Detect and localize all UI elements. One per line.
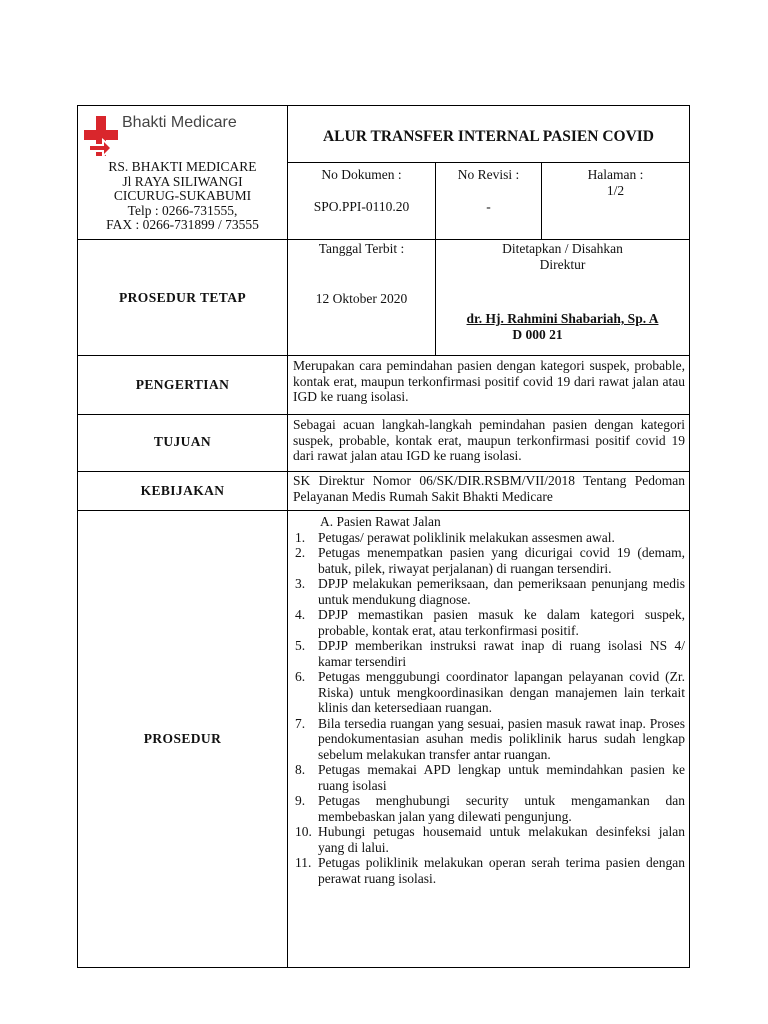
step-number: 9. (295, 793, 306, 808)
document-title: ALUR TRANSFER INTERNAL PASIEN COVID (322, 128, 654, 145)
prosedur-label-cell (78, 511, 288, 967)
tanggal-label: Tanggal Terbit : (318, 241, 405, 256)
kebijakan-row (78, 472, 690, 511)
step-text: Hubungi petugas housemaid untuk melakukan desinfeksi jalan yang di lalui. (318, 824, 685, 855)
step-number: 3. (295, 576, 306, 591)
step-text: DPJP memastikan pasien masuk ke dalam kategori suspek, probable, kontak erat, atau terkonfirmasi positif. (318, 607, 685, 638)
approval-cell (436, 240, 689, 343)
prosedur-tetap-label-cell (78, 240, 288, 355)
tanggal-value: 12 Oktober 2020 (315, 291, 408, 306)
step-text: Bila tersedia ruangan yang sesuai, pasien masuk rawat inap. Proses pendokumentasian asuhan medis poliklinik harus sudah lengkap sebelum melakukan transfer antar ruangan. (318, 715, 685, 762)
ditetapkan-label: Ditetapkan / Disahkan (502, 241, 623, 256)
prosedur-step (290, 545, 685, 576)
pengertian-text-cell (288, 356, 690, 414)
hospital-address-2: CICURUG-SUKABUMI (113, 188, 252, 203)
prosedur-text-cell (288, 511, 690, 967)
prosedur-step (290, 530, 685, 546)
no-dokumen-value: SPO.PPI-0110.20 (313, 199, 410, 214)
prosedur-step (290, 716, 685, 763)
brand-name: Bhakti Medicare (122, 114, 237, 131)
step-number: 5. (295, 638, 306, 653)
prosedur-step (290, 607, 685, 638)
kebijakan-label: KEBIJAKAN (140, 483, 225, 498)
prosedur-tetap-row (78, 240, 690, 356)
kebijakan-text: SK Direktur Nomor 06/SK/DIR.RSBM/VII/2018 Tentang Pedoman Pelayanan Medis Rumah Sakit Bhakti Medicare (293, 473, 685, 504)
step-text: Petugas poliklinik melakukan operan serah terima pasien dengan perawat ruang isolasi. (318, 855, 685, 886)
hospital-name: RS. BHAKTI MEDICARE (108, 159, 257, 174)
tujuan-text-cell (288, 415, 690, 471)
hospital-phone: Telp : 0266-731555, (127, 202, 238, 218)
hospital-info (78, 160, 287, 233)
prosedur-steps (290, 530, 685, 887)
prosedur-step (290, 762, 685, 793)
no-revisi-cell (436, 163, 542, 239)
no-revisi-label: No Revisi : (457, 167, 520, 182)
tujuan-label: TUJUAN (153, 434, 212, 449)
header-right-cell (288, 106, 690, 239)
step-text: Petugas menempatkan pasien yang dicurigai covid 19 (demam, batuk, pilek, riwayat perjalanan) di ruangan tersendiri. (318, 545, 685, 576)
tujuan-text: Sebagai acuan langkah-langkah pemindahan pasien dengan kategori suspek, probable, kontak erat, maupun terkonfirmasi positif covid 19 dari rawat jalan atau IGD ke ruang isolasi. (293, 417, 685, 463)
prosedur-tetap-label: PROSEDUR TETAP (119, 290, 246, 305)
step-number: 8. (295, 762, 306, 777)
no-dokumen-cell (288, 163, 436, 239)
prosedur-step (290, 824, 685, 855)
step-text: Petugas/ perawat poliklinik melakukan assesmen awal. (318, 529, 615, 545)
step-number: 6. (295, 669, 306, 684)
step-number: 2. (295, 545, 306, 560)
step-text: Petugas menghubungi security untuk mengamankan dan membebaskan jalan yang dilewati pengunjung. (318, 793, 685, 824)
prosedur-step (290, 669, 685, 716)
kebijakan-text-cell (288, 472, 690, 510)
pengertian-text: Merupakan cara pemindahan pasien dengan kategori suspek, probable, kontak erat, maupun terkonfirmasi positif covid 19 dari rawat jalan atau IGD ke ruang isolasi. (293, 358, 685, 404)
meta-cells (288, 163, 689, 239)
header-row (78, 105, 690, 240)
halaman-cell (542, 163, 689, 199)
prosedur-step (290, 855, 685, 886)
prosedur-step (290, 638, 685, 669)
hospital-address-1: Jl RAYA SILIWANGI (122, 173, 243, 189)
prosedur-label: PROSEDUR (143, 731, 222, 746)
title-cell (288, 106, 689, 163)
step-number: 1. (295, 529, 306, 545)
step-number: 4. (295, 607, 306, 622)
step-number: 10. (295, 824, 312, 839)
step-text: Petugas memakai APD lengkap untuk memindahkan pasien ke ruang isolasi (318, 762, 685, 793)
signer-name: dr. Hj. Rahmini Shabariah, Sp. A (466, 311, 659, 326)
pengertian-label-cell (78, 356, 288, 414)
direktur-label: Direktur (539, 257, 586, 272)
logo (82, 110, 282, 160)
step-number: 11. (295, 855, 312, 870)
prosedur-tetap-right-cell (288, 240, 690, 355)
step-text: DPJP memberikan instruksi rawat inap di ruang isolasi NS 4/ kamar tersendiri (318, 638, 685, 669)
prosedur-step (290, 793, 685, 824)
prosedur-section-title: A. Pasien Rawat Jalan (320, 514, 441, 529)
pengertian-label: PENGERTIAN (135, 377, 230, 392)
step-number: 7. (295, 715, 306, 731)
red-cross-arrow-icon (82, 114, 120, 160)
halaman-label: Halaman : (587, 167, 644, 182)
halaman-value: 1/2 (606, 183, 625, 198)
sop-document (77, 105, 690, 968)
tujuan-label-cell (78, 415, 288, 471)
header-left-cell (78, 106, 288, 239)
no-dokumen-label: No Dokumen : (321, 167, 402, 182)
tujuan-row (78, 415, 690, 472)
step-text: DPJP melakukan pemeriksaan, dan pemeriksaan penunjang medis untuk mendukung diagnose. (318, 576, 685, 607)
pengertian-row (78, 356, 690, 415)
signer-id: D 000 21 (512, 327, 563, 342)
prosedur-row (78, 511, 690, 968)
prosedur-step (290, 576, 685, 607)
hospital-fax: FAX : 0266-731899 / 73555 (106, 217, 259, 232)
kebijakan-label-cell (78, 472, 288, 510)
no-revisi-value: - (486, 199, 491, 214)
step-text: Petugas menggubungi coordinator lapangan pelayanan covid (Zr. Riska) untuk mengkoordinasikan dengan manajemen lain terkait klinis dan ketersediaan ruangan. (318, 669, 685, 715)
